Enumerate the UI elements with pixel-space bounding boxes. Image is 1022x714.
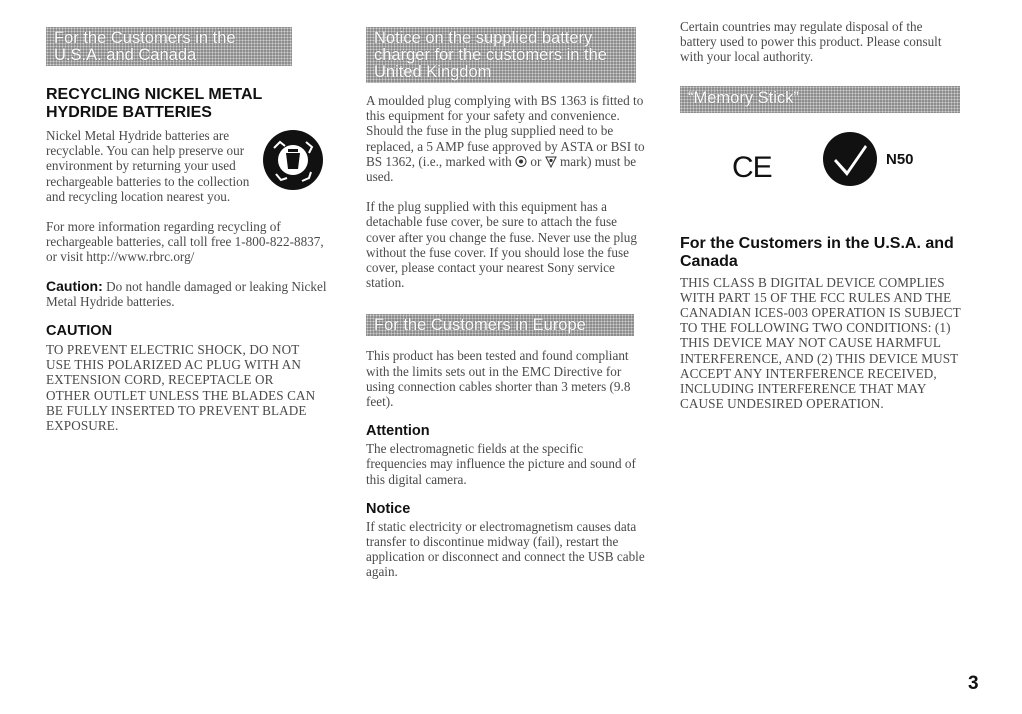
uk-paragraph-2-end: mark) must be used. xyxy=(366,153,637,185)
n50-label: N50 xyxy=(886,150,914,168)
notice-text: If static electricity or electromagnetism causes data transfer to discontinue midway (fail), restart the application or disconnect and connect the USB cable again. xyxy=(366,518,645,580)
caution-note-label: Caution: xyxy=(46,277,103,294)
notice-heading: Notice xyxy=(366,500,411,517)
banner-europe: For the Customers in Europe xyxy=(366,314,634,336)
c-tick-icon xyxy=(822,131,878,187)
uk-paragraph-2-start: Should the fuse in the plug supplied need to be replaced, a 5 AMP fuse approved by ASTA or BSI to BS 1362, (i.e., marked with xyxy=(366,123,645,169)
usa-canada-heading: For the Customers in the U.S.A. and Canada xyxy=(680,234,954,270)
banner-uk-charger: Notice on the supplied battery charger for the customers in the United Kingdom xyxy=(366,27,636,83)
uk-paragraph-3: If the plug supplied with this equipment has a detachable fuse cover, be sure to attach the fuse cover after you change the fuse. Never use the plug without the fuse cover. If you should lose the fuse cover, please contact your nearest Sony service station. xyxy=(366,199,637,291)
caution-note-text: Do not handle damaged or leaking Nickel Metal Hydride batteries. xyxy=(46,278,327,309)
rbrc-recycle-logo xyxy=(262,128,324,192)
europe-text: This product has been tested and found compliant with the limits sets out in the EMC Directive for using connection cables shorter than 3 meters (9.8 feet). xyxy=(366,348,631,410)
uk-paragraph-2-or: or xyxy=(527,153,545,169)
recycling-section xyxy=(46,128,328,265)
attention-text: The electromagnetic fields at the specific frequencies may influence the picture and sound of this digital camera. xyxy=(366,441,636,487)
column-left xyxy=(46,0,328,433)
bsi-kitemark-icon xyxy=(515,156,527,167)
banner-usa-canada: For the Customers in the U.S.A. and Canada xyxy=(46,27,292,66)
attention-heading: Attention xyxy=(366,423,430,440)
disposal-text: Certain countries may regulate disposal of the battery used to power this product. Please consult with your local authority. xyxy=(680,19,942,65)
fcc-statement: THIS CLASS B DIGITAL DEVICE COMPLIES WITH PART 15 OF THE FCC RULES AND THE CANADIAN ICES-003 OPERATION IS SUBJECT TO THE FOLLOWING TWO CONDITIONS: (1) THIS DEVICE MAY NOT CAUSE HARMFUL INTERFERENCE, AND (2) THIS DEVICE MUST ACCEPT ANY INTERFERENCE RECEIVED, INCLUDING INTERFERENCE THAT MAY CAUSE UNDESIRED OPERATION. xyxy=(680,274,961,412)
recycling-paragraph-1: Nickel Metal Hydride batteries are recyclable. You can help preserve our environment by returning your used rechargeable batteries to the collection and recycling location nearest you. xyxy=(46,128,250,204)
ce-mark-icon: CE xyxy=(732,150,772,184)
caution-heading: CAUTION xyxy=(46,323,113,340)
compliance-logos xyxy=(680,113,965,193)
caution-text: TO PREVENT ELECTRIC SHOCK, DO NOT USE THIS POLARIZED AC PLUG WITH AN EXTENSION CORD, RECEPTACLE OR OTHER OUTLET UNLESS THE BLADES CAN BE FULLY INSERTED TO PREVENT BLADE EXPOSURE. xyxy=(46,342,316,434)
column-middle xyxy=(366,0,652,580)
uk-paragraph-1: A moulded plug complying with BS 1363 is fitted to this equipment for your safety and convenience. xyxy=(366,93,644,124)
banner-memory-stick: “Memory Stick” xyxy=(680,86,960,113)
page-number: 3 xyxy=(968,673,979,694)
recycling-heading: RECYCLING NICKEL METAL HYDRIDE BATTERIES xyxy=(46,86,263,121)
uk-paragraph-2 xyxy=(366,123,646,184)
column-right xyxy=(680,0,965,411)
caution-note xyxy=(46,279,328,309)
asta-mark-icon xyxy=(545,156,557,168)
recycling-paragraph-2: For more information regarding recycling of rechargeable batteries, call toll free 1-800-822-8837, or visit http://www.rbrc.org/ xyxy=(46,219,324,265)
